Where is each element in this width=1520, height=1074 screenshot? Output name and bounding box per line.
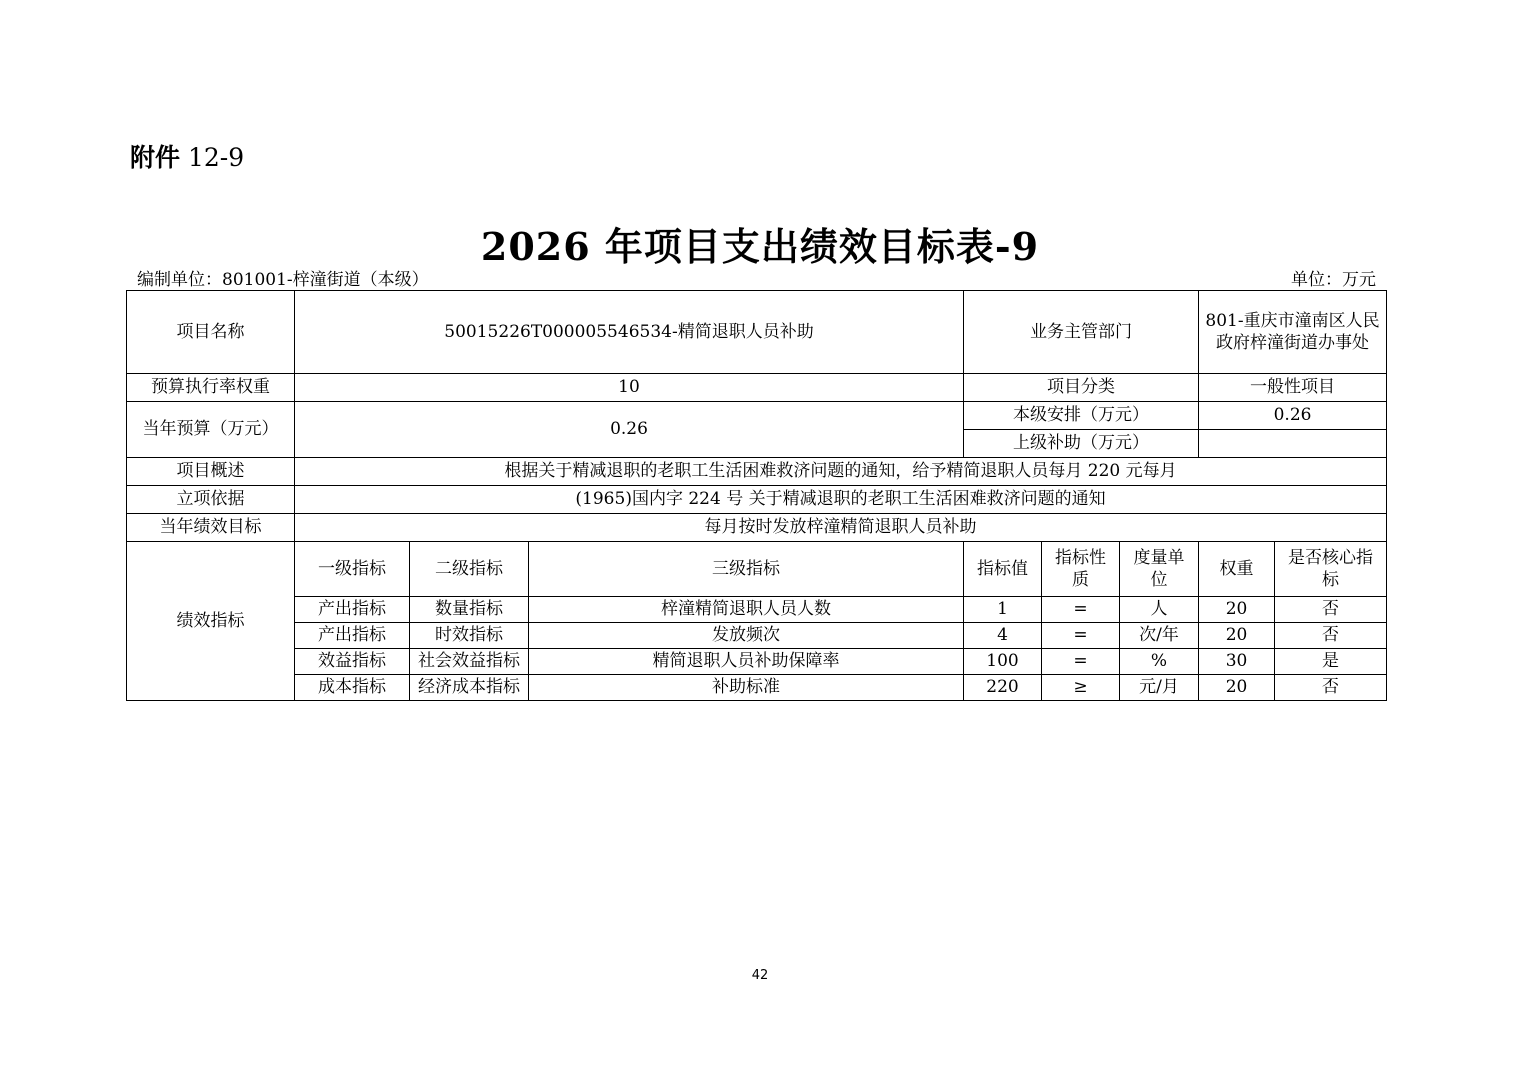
- goal-row: [127, 514, 1387, 542]
- basis-value: (1965)国内字 224 号 关于精减退职的老职工生活困难救济问题的通知: [295, 486, 1387, 514]
- local-budget-label: 本级安排（万元）: [964, 402, 1199, 430]
- category-value: 一般性项目: [1199, 374, 1387, 402]
- table-row: [127, 623, 1387, 649]
- row-weight: 20: [1199, 597, 1275, 623]
- row-nature: =: [1042, 649, 1120, 675]
- attachment-label: [130, 138, 244, 174]
- row-level1: 成本指标: [295, 675, 410, 701]
- row-weight: 30: [1199, 649, 1275, 675]
- row-value: 1: [964, 597, 1042, 623]
- table-row: [127, 649, 1387, 675]
- row-core: 否: [1275, 675, 1387, 701]
- row-level2: 经济成本指标: [410, 675, 529, 701]
- indicators-label: 绩效指标: [127, 542, 295, 701]
- row-nature: =: [1042, 623, 1120, 649]
- performance-table: [126, 290, 1387, 701]
- row-core: 否: [1275, 597, 1387, 623]
- basis-row: [127, 486, 1387, 514]
- basis-label: 立项依据: [127, 486, 295, 514]
- row-value: 220: [964, 675, 1042, 701]
- row-level1: 产出指标: [295, 623, 410, 649]
- budget-weight-value: 10: [295, 374, 964, 402]
- row-core: 否: [1275, 623, 1387, 649]
- dept-label: 业务主管部门: [964, 291, 1199, 374]
- table-row: [127, 597, 1387, 623]
- header-core: 是否核心指标: [1275, 542, 1387, 597]
- header-value: 指标值: [964, 542, 1042, 597]
- overview-value: 根据关于精减退职的老职工生活困难救济问题的通知，给予精简退职人员每月 220 元每月: [295, 458, 1387, 486]
- row-nature: ≥: [1042, 675, 1120, 701]
- table-row: [127, 675, 1387, 701]
- row-core: 是: [1275, 649, 1387, 675]
- row-unit: 元/月: [1120, 675, 1199, 701]
- row-weight: 20: [1199, 623, 1275, 649]
- budget-weight-row: [127, 374, 1387, 402]
- row-value: 4: [964, 623, 1042, 649]
- header-level1: 一级指标: [295, 542, 410, 597]
- goal-label: 当年绩效目标: [127, 514, 295, 542]
- header-nature: 指标性质: [1042, 542, 1120, 597]
- upper-subsidy-label: 上级补助（万元）: [964, 430, 1199, 458]
- project-name-row: [127, 291, 1387, 374]
- row-level2: 时效指标: [410, 623, 529, 649]
- goal-value: 每月按时发放梓潼精简退职人员补助: [295, 514, 1387, 542]
- category-label: 项目分类: [964, 374, 1199, 402]
- row-level2: 社会效益指标: [410, 649, 529, 675]
- compiling-unit: 编制单位：801001-梓潼街道（本级）: [137, 270, 429, 290]
- attachment-number: 12-9: [180, 143, 245, 172]
- row-level3: 发放频次: [529, 623, 964, 649]
- row-level3: 补助标准: [529, 675, 964, 701]
- annual-budget-label: 当年预算（万元）: [127, 402, 295, 458]
- row-value: 100: [964, 649, 1042, 675]
- budget-weight-label: 预算执行率权重: [127, 374, 295, 402]
- row-level1: 效益指标: [295, 649, 410, 675]
- local-budget-value: 0.26: [1199, 402, 1387, 430]
- header-unit: 度量单位: [1120, 542, 1199, 597]
- row-weight: 20: [1199, 675, 1275, 701]
- indicator-header-row: [127, 542, 1387, 597]
- project-name-label: 项目名称: [127, 291, 295, 374]
- upper-subsidy-value: [1199, 430, 1387, 458]
- row-unit: 次/年: [1120, 623, 1199, 649]
- row-level1: 产出指标: [295, 597, 410, 623]
- row-level3: 梓潼精简退职人员人数: [529, 597, 964, 623]
- project-name-value: 50015226T000005546534-精简退职人员补助: [295, 291, 964, 374]
- dept-value: 801-重庆市潼南区人民政府梓潼街道办事处: [1199, 291, 1387, 374]
- currency-unit: 单位：万元: [1291, 270, 1376, 290]
- row-level2: 数量指标: [410, 597, 529, 623]
- row-nature: =: [1042, 597, 1120, 623]
- row-unit: %: [1120, 649, 1199, 675]
- header-level3: 三级指标: [529, 542, 964, 597]
- annual-budget-value: 0.26: [295, 402, 964, 458]
- header-level2: 二级指标: [410, 542, 529, 597]
- page-number: 42: [751, 968, 769, 983]
- header-weight: 权重: [1199, 542, 1275, 597]
- annual-budget-row: [127, 402, 1387, 430]
- overview-label: 项目概述: [127, 458, 295, 486]
- row-level3: 精简退职人员补助保障率: [529, 649, 964, 675]
- attachment-word: 附件: [130, 143, 181, 172]
- overview-row: [127, 458, 1387, 486]
- row-unit: 人: [1120, 597, 1199, 623]
- page-title: 2026 年项目支出绩效目标表-9: [480, 224, 1040, 269]
